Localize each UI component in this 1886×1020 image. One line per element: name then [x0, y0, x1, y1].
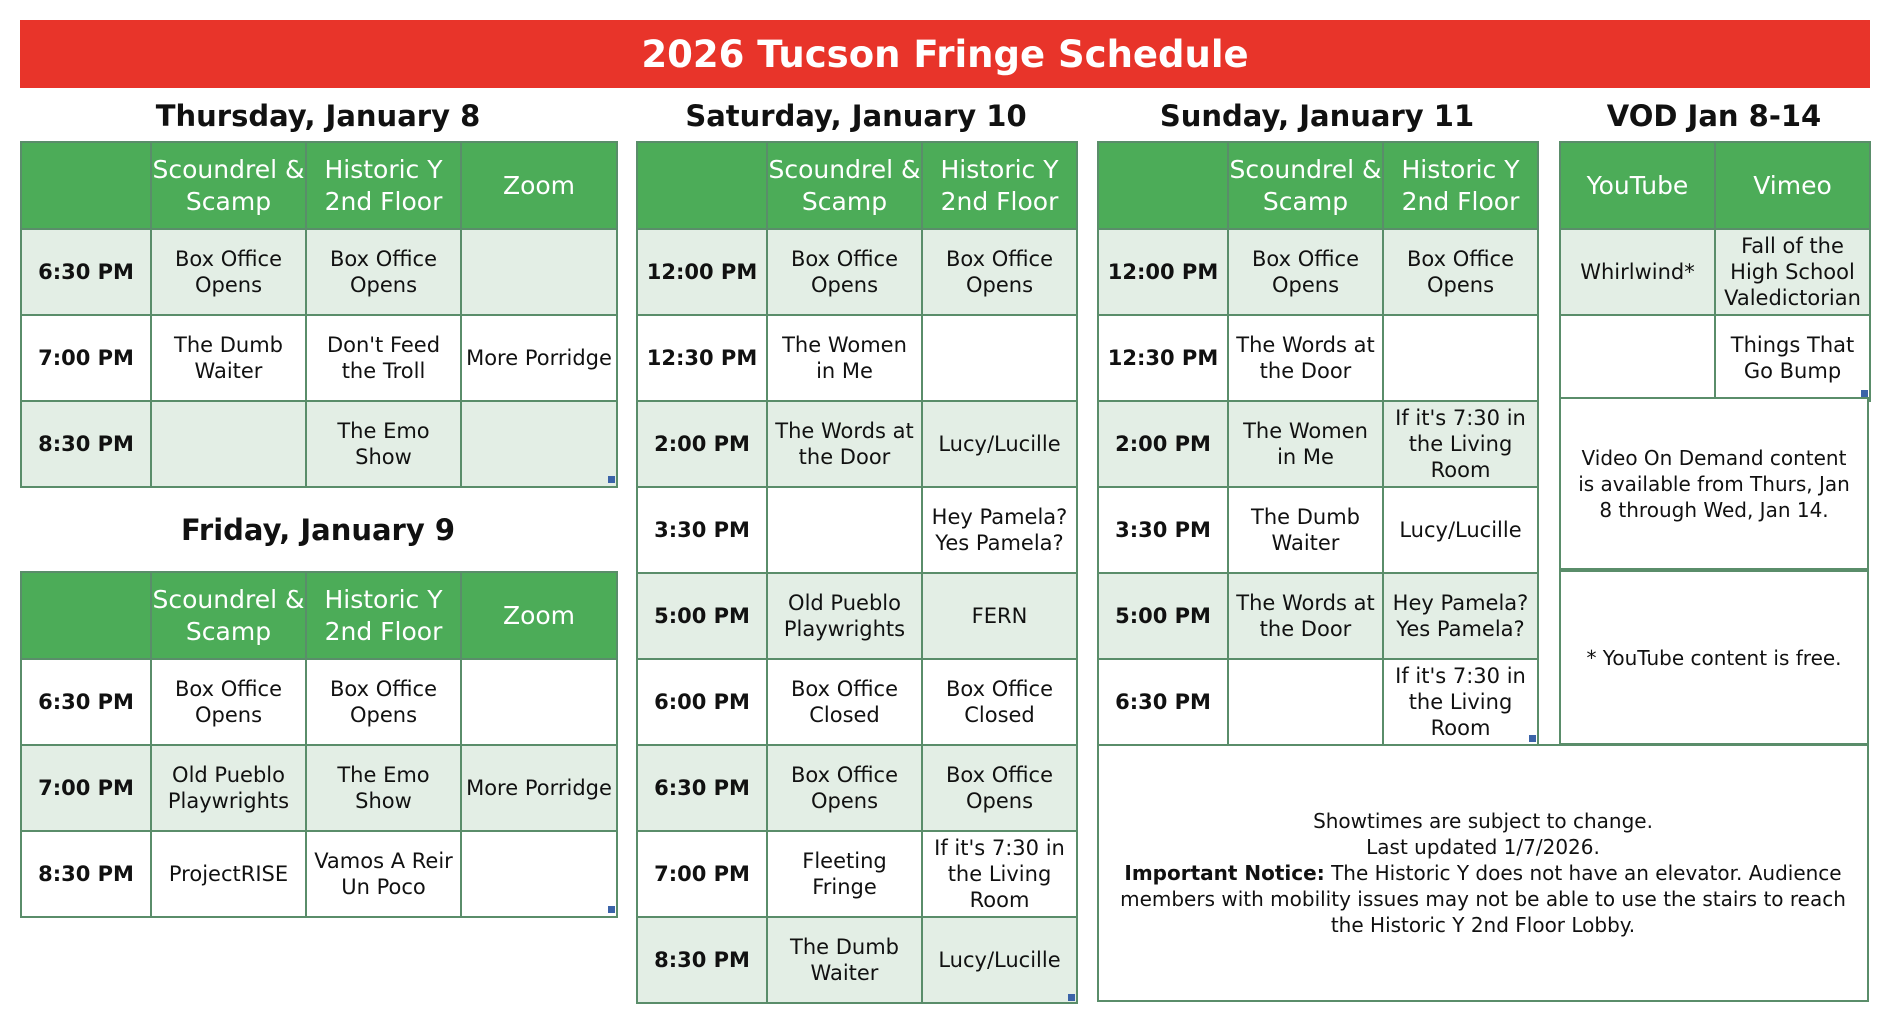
- show-cell: Don't Feed the Troll: [306, 315, 461, 401]
- time-cell: 8:30 PM: [637, 917, 767, 1003]
- table-row: [1098, 315, 1538, 401]
- vod-availability-note: [1559, 397, 1869, 570]
- table-row: [21, 659, 617, 745]
- show-cell: Lucy/Lucille: [922, 401, 1077, 487]
- table-row: [1560, 315, 1870, 401]
- show-cell: The Dumb Waiter: [1228, 487, 1383, 573]
- table-row: [1098, 573, 1538, 659]
- table-row: [1098, 487, 1538, 573]
- header-cell: Historic Y 2nd Floor: [922, 142, 1077, 229]
- show-cell: Lucy/Lucille: [922, 917, 1077, 1003]
- show-cell: The Women in Me: [1228, 401, 1383, 487]
- show-cell: The Emo Show: [306, 401, 461, 487]
- show-cell: Box Office Opens: [151, 659, 306, 745]
- table-resize-handle[interactable]: [1068, 994, 1075, 1001]
- table-row: [21, 831, 617, 917]
- notice-line-2: Last updated 1/7/2026.: [1366, 835, 1600, 859]
- show-cell: Box Office Opens: [306, 659, 461, 745]
- show-cell: Old Pueblo Playwrights: [767, 573, 922, 659]
- show-cell: Box Office Opens: [306, 229, 461, 315]
- show-cell: If it's 7:30 in the Living Room: [922, 831, 1077, 917]
- table-row: [21, 401, 617, 487]
- table-row: [21, 745, 617, 831]
- time-cell: 7:00 PM: [637, 831, 767, 917]
- header-cell: Scoundrel & Scamp: [767, 142, 922, 229]
- table-row: [1098, 401, 1538, 487]
- show-cell: ProjectRISE: [151, 831, 306, 917]
- show-cell: The Words at the Door: [767, 401, 922, 487]
- header-cell: Scoundrel & Scamp: [151, 142, 306, 229]
- time-cell: 7:00 PM: [21, 315, 151, 401]
- schedule-title-banner: [20, 20, 1870, 88]
- table-row: [637, 659, 1077, 745]
- table-row: [637, 487, 1077, 573]
- table-header-row: [1098, 142, 1538, 229]
- show-cell: The Words at the Door: [1228, 573, 1383, 659]
- show-cell: The Dumb Waiter: [151, 315, 306, 401]
- header-cell: [21, 142, 151, 229]
- time-cell: 2:00 PM: [637, 401, 767, 487]
- saturday-title: Saturday, January 10: [685, 99, 1027, 133]
- time-cell: 12:30 PM: [637, 315, 767, 401]
- show-cell: [767, 487, 922, 573]
- time-cell: 2:00 PM: [1098, 401, 1228, 487]
- show-cell: [922, 315, 1077, 401]
- show-cell: Box Office Opens: [1228, 229, 1383, 315]
- table-row: [637, 745, 1077, 831]
- show-cell: The Dumb Waiter: [767, 917, 922, 1003]
- vod-free-text: * YouTube content is free.: [1586, 645, 1842, 670]
- show-cell: Hey Pamela? Yes Pamela?: [1383, 573, 1538, 659]
- time-cell: 6:30 PM: [637, 745, 767, 831]
- notice-label: Important Notice:: [1124, 861, 1325, 885]
- show-cell: [461, 229, 617, 315]
- thursday-title: Thursday, January 8: [155, 99, 481, 133]
- table-row: [637, 831, 1077, 917]
- notice-body: [1113, 860, 1853, 938]
- show-cell: Box Office Opens: [922, 745, 1077, 831]
- notice-line-1: Showtimes are subject to change.: [1313, 809, 1653, 833]
- show-cell: Vamos A Reir Un Poco: [306, 831, 461, 917]
- vod-title: VOD Jan 8-14: [1606, 99, 1822, 133]
- header-cell: Vimeo: [1715, 142, 1870, 229]
- show-cell: [461, 831, 617, 917]
- vod-schedule-table: [1559, 141, 1871, 402]
- show-cell: The Words at the Door: [1228, 315, 1383, 401]
- show-cell: Box Office Opens: [1383, 229, 1538, 315]
- show-cell: If it's 7:30 in the Living Room: [1383, 659, 1538, 745]
- table-resize-handle[interactable]: [1861, 390, 1868, 397]
- table-row: [21, 315, 617, 401]
- page-title: 2026 Tucson Fringe Schedule: [641, 32, 1249, 76]
- header-cell: Historic Y 2nd Floor: [1383, 142, 1538, 229]
- table-resize-handle[interactable]: [608, 476, 615, 483]
- table-row: [637, 573, 1077, 659]
- header-cell: YouTube: [1560, 142, 1715, 229]
- show-cell: More Porridge: [461, 745, 617, 831]
- header-cell: Historic Y 2nd Floor: [306, 572, 461, 659]
- header-cell: [1098, 142, 1228, 229]
- time-cell: 5:00 PM: [1098, 573, 1228, 659]
- table-resize-handle[interactable]: [1529, 735, 1536, 742]
- time-cell: 6:00 PM: [637, 659, 767, 745]
- show-cell: The Emo Show: [306, 745, 461, 831]
- show-cell: Box Office Opens: [922, 229, 1077, 315]
- table-header-row: [21, 572, 617, 659]
- notice-text: The Historic Y does not have an elevator. Audience members with mobility issues may not be able to use the stairs to reach the Historic Y 2nd Floor Lobby.: [1120, 861, 1846, 937]
- table-header-row: [1560, 142, 1870, 229]
- show-cell: Box Office Opens: [767, 745, 922, 831]
- show-cell: FERN: [922, 573, 1077, 659]
- table-header-row: [21, 142, 617, 229]
- header-cell: Scoundrel & Scamp: [151, 572, 306, 659]
- time-cell: 6:30 PM: [21, 229, 151, 315]
- show-cell: [461, 659, 617, 745]
- friday-title: Friday, January 9: [180, 513, 456, 547]
- header-cell: [637, 142, 767, 229]
- table-resize-handle[interactable]: [608, 906, 615, 913]
- saturday-schedule-table: [636, 141, 1078, 1004]
- table-row: [1098, 659, 1538, 745]
- show-cell: [1228, 659, 1383, 745]
- show-cell: Things That Go Bump: [1715, 315, 1870, 401]
- show-cell: Box Office Closed: [767, 659, 922, 745]
- thursday-schedule-table: [20, 141, 618, 488]
- show-cell: Old Pueblo Playwrights: [151, 745, 306, 831]
- show-cell: If it's 7:30 in the Living Room: [1383, 401, 1538, 487]
- table-header-row: [637, 142, 1077, 229]
- header-cell: Historic Y 2nd Floor: [306, 142, 461, 229]
- show-cell: The Women in Me: [767, 315, 922, 401]
- time-cell: 3:30 PM: [637, 487, 767, 573]
- table-row: [637, 315, 1077, 401]
- sunday-schedule-table: [1097, 141, 1539, 746]
- header-cell: Zoom: [461, 572, 617, 659]
- time-cell: 3:30 PM: [1098, 487, 1228, 573]
- show-cell: [461, 401, 617, 487]
- show-cell: Fleeting Fringe: [767, 831, 922, 917]
- show-cell: Box Office Opens: [151, 229, 306, 315]
- header-cell: Zoom: [461, 142, 617, 229]
- show-cell: [1560, 315, 1715, 401]
- time-cell: 12:00 PM: [1098, 229, 1228, 315]
- show-cell: Box Office Closed: [922, 659, 1077, 745]
- time-cell: 12:00 PM: [637, 229, 767, 315]
- vod-availability-text: Video On Demand content is available from Thurs, Jan 8 through Wed, Jan 14.: [1578, 445, 1850, 522]
- time-cell: 6:30 PM: [1098, 659, 1228, 745]
- vod-free-note: [1559, 570, 1869, 745]
- time-cell: 6:30 PM: [21, 659, 151, 745]
- sunday-title: Sunday, January 11: [1159, 99, 1475, 133]
- show-cell: Box Office Opens: [767, 229, 922, 315]
- time-cell: 12:30 PM: [1098, 315, 1228, 401]
- time-cell: 8:30 PM: [21, 831, 151, 917]
- time-cell: 7:00 PM: [21, 745, 151, 831]
- table-row: [637, 401, 1077, 487]
- show-cell: Whirlwind*: [1560, 229, 1715, 315]
- header-cell: Scoundrel & Scamp: [1228, 142, 1383, 229]
- table-row: [1560, 229, 1870, 315]
- important-notice-box: [1097, 744, 1869, 1002]
- table-row: [21, 229, 617, 315]
- show-cell: Fall of the High School Valedictorian: [1715, 229, 1870, 315]
- table-row: [637, 917, 1077, 1003]
- table-row: [637, 229, 1077, 315]
- show-cell: More Porridge: [461, 315, 617, 401]
- show-cell: [151, 401, 306, 487]
- show-cell: Hey Pamela? Yes Pamela?: [922, 487, 1077, 573]
- show-cell: [1383, 315, 1538, 401]
- time-cell: 8:30 PM: [21, 401, 151, 487]
- table-row: [1098, 229, 1538, 315]
- friday-schedule-table: [20, 571, 618, 918]
- time-cell: 5:00 PM: [637, 573, 767, 659]
- header-cell: [21, 572, 151, 659]
- show-cell: Lucy/Lucille: [1383, 487, 1538, 573]
